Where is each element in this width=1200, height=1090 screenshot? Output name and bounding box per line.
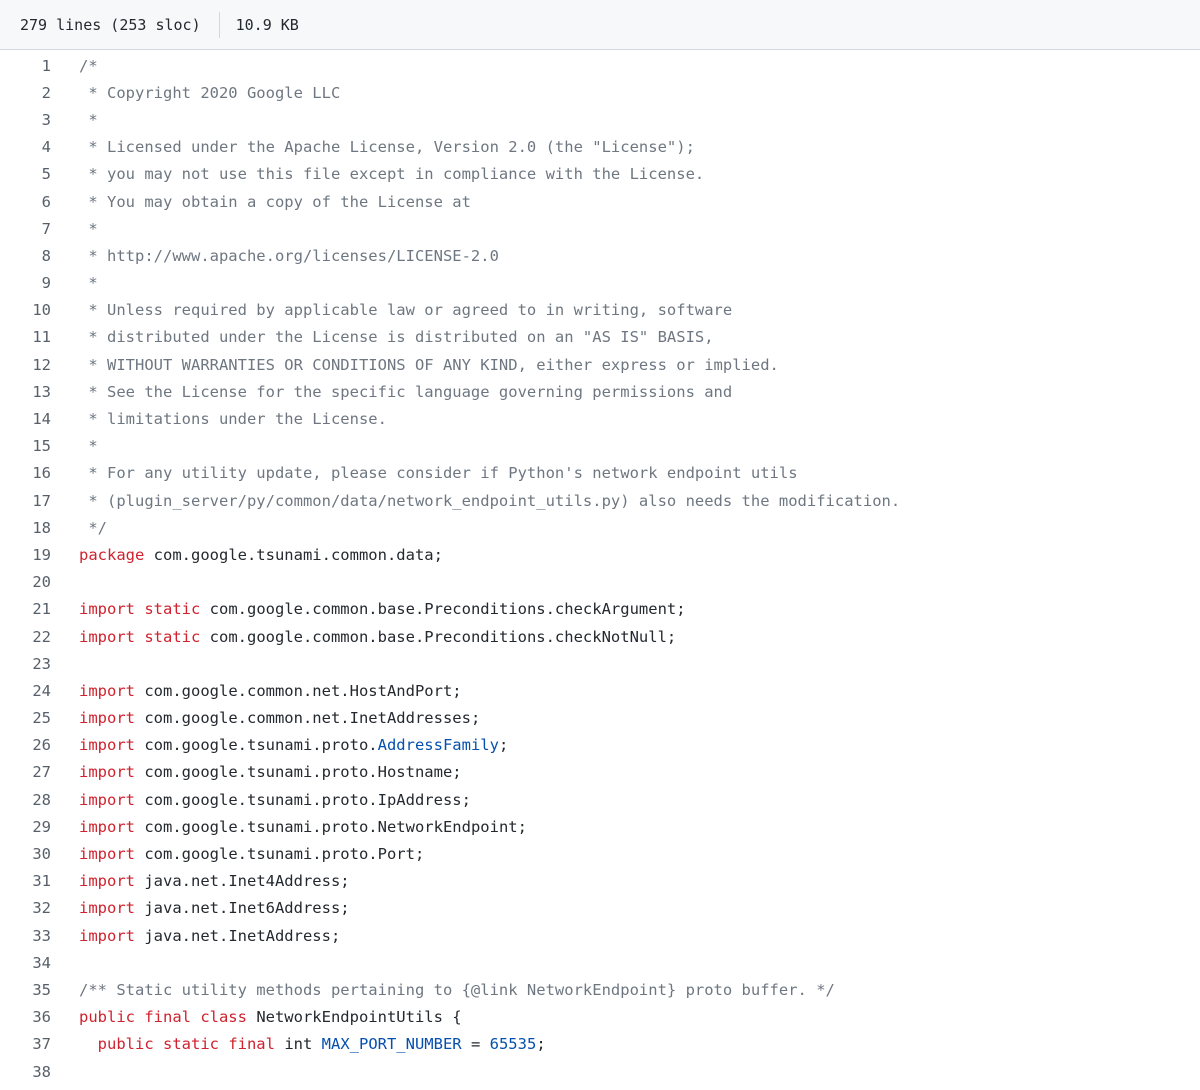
code-token-comment: *	[79, 274, 98, 293]
line-code	[79, 111, 1200, 129]
line-number[interactable]: 38	[32, 1062, 51, 1081]
code-token-plain: =	[461, 1035, 490, 1054]
code-token-keyword: import	[79, 736, 135, 755]
code-line	[0, 188, 1200, 215]
code-line	[0, 1031, 1200, 1058]
code-token-comment: * Copyright 2020 Google LLC	[79, 83, 341, 102]
code-line	[0, 650, 1200, 677]
file-size-label: 10.9 KB	[235, 15, 299, 34]
code-line	[0, 1058, 1200, 1085]
code-token-comment: * Unless required by applicable law or agreed to in writing, software	[79, 301, 733, 320]
code-token-comment: * You may obtain a copy of the License at	[79, 192, 471, 211]
code-line	[0, 813, 1200, 840]
code-token-comment: *	[79, 110, 98, 129]
code-line	[0, 677, 1200, 704]
line-number[interactable]: 1	[41, 56, 51, 75]
line-number[interactable]: 18	[32, 518, 51, 537]
line-number[interactable]: 11	[32, 328, 51, 347]
code-token-comment: * limitations under the License.	[79, 410, 387, 429]
line-number[interactable]: 10	[32, 301, 51, 320]
code-token-plain: com.google.common.net.HostAndPort;	[135, 681, 462, 700]
line-count-label: 279 lines (253 sloc)	[20, 15, 201, 34]
line-number[interactable]: 19	[32, 545, 51, 564]
line-number[interactable]: 31	[32, 872, 51, 891]
code-token-keyword: import	[79, 790, 135, 809]
code-line	[0, 732, 1200, 759]
line-code	[79, 165, 1200, 183]
line-number[interactable]: 2	[41, 83, 51, 102]
line-number[interactable]: 26	[32, 736, 51, 755]
code-token-comment: * http://www.apache.org/licenses/LICENSE-2.0	[79, 246, 499, 265]
code-token-keyword: public final class	[79, 1008, 247, 1027]
line-code	[79, 899, 1200, 917]
line-number[interactable]: 16	[32, 464, 51, 483]
code-line	[0, 52, 1200, 79]
line-code	[79, 328, 1200, 346]
line-code	[79, 492, 1200, 510]
code-token-type: AddressFamily	[377, 736, 499, 755]
file-info-bar	[0, 0, 1200, 50]
code-token-type: MAX_PORT_NUMBER	[321, 1035, 462, 1054]
code-token-comment: /*	[79, 56, 98, 75]
line-number[interactable]: 32	[32, 899, 51, 918]
code-token-keyword: import static	[79, 627, 201, 646]
line-code	[79, 981, 1200, 999]
line-number[interactable]: 27	[32, 763, 51, 782]
code-token-comment: * Licensed under the Apache License, Version 2.0 (the "License");	[79, 138, 695, 157]
code-line	[0, 297, 1200, 324]
code-token-plain: java.net.InetAddress;	[135, 926, 341, 945]
line-number[interactable]: 34	[32, 953, 51, 972]
code-line	[0, 705, 1200, 732]
line-number[interactable]: 22	[32, 627, 51, 646]
code-token-plain: com.google.tsunami.proto.Port;	[135, 845, 425, 864]
code-line	[0, 378, 1200, 405]
line-code	[79, 628, 1200, 646]
code-line	[0, 922, 1200, 949]
line-code	[79, 546, 1200, 564]
line-code	[79, 57, 1200, 75]
code-line	[0, 1004, 1200, 1031]
line-number[interactable]: 20	[32, 573, 51, 592]
code-token-comment: * WITHOUT WARRANTIES OR CONDITIONS OF ANY KIND, either express or implied.	[79, 355, 779, 374]
code-line	[0, 134, 1200, 161]
line-code	[79, 682, 1200, 700]
code-token-comment: * For any utility update, please consider if Python's network endpoint utils	[79, 464, 798, 483]
code-line	[0, 949, 1200, 976]
code-line	[0, 270, 1200, 297]
line-code	[79, 274, 1200, 292]
code-line	[0, 759, 1200, 786]
code-line	[0, 161, 1200, 188]
line-code	[79, 247, 1200, 265]
line-number[interactable]: 12	[32, 355, 51, 374]
code-line	[0, 623, 1200, 650]
code-token-keyword: import static	[79, 600, 201, 619]
code-token-plain: com.google.common.base.Preconditions.checkArgument;	[200, 600, 686, 619]
code-token-plain: ;	[536, 1035, 546, 1054]
line-code	[79, 138, 1200, 156]
code-line	[0, 840, 1200, 867]
code-line	[0, 215, 1200, 242]
code-token-keyword: import	[79, 817, 135, 836]
line-code	[79, 519, 1200, 537]
code-line	[0, 976, 1200, 1003]
code-line	[0, 79, 1200, 106]
code-token-keyword: public static final	[97, 1035, 275, 1054]
code-token-comment: * distributed under the License is distributed on an "AS IS" BASIS,	[79, 328, 714, 347]
code-line	[0, 868, 1200, 895]
code-token-plain	[79, 1035, 98, 1053]
code-line	[0, 596, 1200, 623]
line-code	[79, 845, 1200, 863]
code-token-keyword: package	[79, 545, 145, 564]
code-token-comment: *	[79, 219, 98, 238]
line-number[interactable]: 6	[41, 192, 51, 211]
code-token-comment: */	[79, 518, 107, 537]
line-code	[79, 818, 1200, 836]
file-info-divider	[219, 12, 220, 38]
code-line	[0, 786, 1200, 813]
line-code	[79, 763, 1200, 781]
line-code	[79, 1008, 1200, 1026]
code-token-plain: NetworkEndpointUtils {	[246, 1008, 462, 1027]
code-view	[0, 50, 1200, 1085]
line-number[interactable]: 23	[32, 654, 51, 673]
code-token-plain: com.google.tsunami.proto.IpAddress;	[135, 790, 471, 809]
line-code	[79, 193, 1200, 211]
line-number[interactable]: 37	[32, 1035, 51, 1054]
code-token-plain: com.google.tsunami.common.data;	[144, 545, 443, 564]
line-number[interactable]: 29	[32, 817, 51, 836]
code-token-number: 65535	[489, 1035, 537, 1054]
code-line	[0, 433, 1200, 460]
code-token-keyword: import	[79, 845, 135, 864]
line-number[interactable]: 36	[32, 1008, 51, 1027]
line-number[interactable]: 21	[32, 600, 51, 619]
code-token-keyword: import	[79, 709, 135, 728]
code-token-plain: com.google.common.net.InetAddresses;	[135, 709, 481, 728]
line-number[interactable]: 4	[41, 138, 51, 157]
line-number[interactable]: 28	[32, 790, 51, 809]
code-line	[0, 405, 1200, 432]
code-line	[0, 106, 1200, 133]
line-code	[79, 927, 1200, 945]
line-code	[79, 709, 1200, 727]
code-line	[0, 514, 1200, 541]
code-token-keyword: import	[79, 872, 135, 891]
code-token-comment: * you may not use this file except in compliance with the License.	[79, 165, 705, 184]
code-token-plain: com.google.tsunami.proto.Hostname;	[135, 763, 462, 782]
line-code	[79, 872, 1200, 890]
line-number[interactable]: 35	[32, 980, 51, 999]
line-code	[79, 464, 1200, 482]
code-token-comment: * See the License for the specific language governing permissions and	[79, 382, 733, 401]
line-code	[79, 410, 1200, 428]
code-token-plain: com.google.tsunami.proto.NetworkEndpoint;	[135, 817, 527, 836]
line-number[interactable]: 25	[32, 709, 51, 728]
code-token-comment: * (plugin_server/py/common/data/network_endpoint_utils.py) also needs the modification.	[79, 491, 901, 510]
line-number[interactable]: 30	[32, 845, 51, 864]
code-token-plain: java.net.Inet4Address;	[135, 872, 350, 891]
line-number[interactable]: 8	[41, 246, 51, 265]
code-line	[0, 569, 1200, 596]
code-line	[0, 242, 1200, 269]
line-code	[79, 1035, 1200, 1053]
code-token-comment: /** Static utility methods pertaining to {@link NetworkEndpoint} proto buffer. */	[79, 980, 835, 999]
code-token-keyword: import	[79, 763, 135, 782]
code-line	[0, 351, 1200, 378]
code-line	[0, 324, 1200, 351]
line-code	[79, 356, 1200, 374]
code-token-keyword: import	[79, 681, 135, 700]
code-token-plain: java.net.Inet6Address;	[135, 899, 350, 918]
line-number[interactable]: 5	[41, 165, 51, 184]
line-code	[79, 600, 1200, 618]
code-line	[0, 487, 1200, 514]
code-line	[0, 895, 1200, 922]
line-code	[79, 383, 1200, 401]
line-number[interactable]: 14	[32, 410, 51, 429]
code-token-plain: ;	[498, 736, 509, 755]
line-code	[79, 301, 1200, 319]
code-token-comment: *	[79, 437, 98, 456]
code-token-plain: com.google.common.base.Preconditions.checkNotNull;	[200, 627, 677, 646]
line-number[interactable]: 9	[41, 274, 51, 293]
code-token-plain: int	[274, 1035, 322, 1054]
line-number[interactable]: 15	[32, 437, 51, 456]
code-token-plain: com.google.tsunami.proto.	[135, 736, 378, 755]
code-token-keyword: import	[79, 899, 135, 918]
code-token-keyword: import	[79, 926, 135, 945]
line-number[interactable]: 7	[41, 219, 51, 238]
code-line	[0, 460, 1200, 487]
line-number[interactable]: 24	[32, 681, 51, 700]
line-code	[79, 84, 1200, 102]
line-code	[79, 791, 1200, 809]
line-number[interactable]: 3	[41, 110, 51, 129]
line-code	[79, 437, 1200, 455]
line-code	[79, 736, 1200, 754]
line-code	[79, 220, 1200, 238]
line-number[interactable]: 33	[32, 926, 51, 945]
line-number[interactable]: 13	[32, 382, 51, 401]
code-line	[0, 541, 1200, 568]
line-number[interactable]: 17	[32, 491, 51, 510]
